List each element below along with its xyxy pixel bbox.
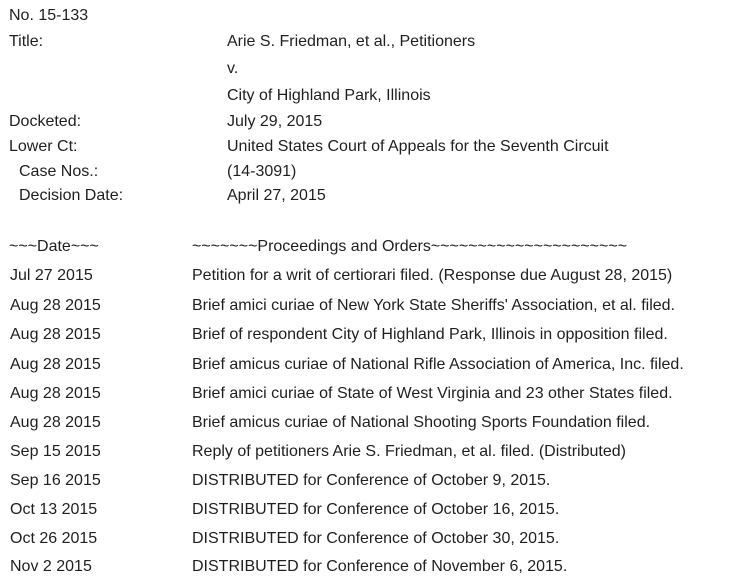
proceeding-text: Brief amicus curiae of National Rifle Association of America, Inc. filed. xyxy=(192,356,684,373)
lower-court-value: United States Court of Appeals for the Seventh Circuit xyxy=(227,138,609,155)
proceeding-text: DISTRIBUTED for Conference of October 16, 2015. xyxy=(192,501,560,518)
title-versus: v. xyxy=(227,60,239,77)
proceeding-date: Aug 28 2015 xyxy=(10,326,101,343)
proceeding-text: Brief amici curiae of New York State Sheriffs' Association, et al. filed. xyxy=(192,297,675,314)
proceeding-date: Aug 28 2015 xyxy=(10,385,101,402)
lower-court-label: Lower Ct: xyxy=(9,138,78,155)
proceeding-text: DISTRIBUTED for Conference of October 30, 2015. xyxy=(192,530,560,547)
proceeding-text: Brief amicus curiae of National Shooting Sports Foundation filed. xyxy=(192,414,651,431)
proceedings-column-header: ~~~~~~~Proceedings and Orders~~~~~~~~~~~~~~~~~~~~~ xyxy=(192,238,628,255)
docketed-value: July 29, 2015 xyxy=(227,113,323,130)
case-nos-value: (14-3091) xyxy=(227,163,297,180)
proceeding-date: Aug 28 2015 xyxy=(10,414,101,431)
proceeding-text: DISTRIBUTED for Conference of October 9, 2015. xyxy=(192,472,551,489)
title-petitioner: Arie S. Friedman, et al., Petitioners xyxy=(227,33,476,50)
proceeding-date: Aug 28 2015 xyxy=(10,297,101,314)
proceeding-text: Reply of petitioners Arie S. Friedman, et al. filed. (Distributed) xyxy=(192,443,626,460)
proceeding-date: Jul 27 2015 xyxy=(10,267,93,284)
proceeding-date: Sep 16 2015 xyxy=(10,472,101,489)
decision-date-value: April 27, 2015 xyxy=(227,187,326,204)
docket-number: No. 15-133 xyxy=(9,7,89,24)
proceeding-text: Brief of respondent City of Highland Park, Illinois in opposition filed. xyxy=(192,326,668,343)
date-column-header: ~~~Date~~~ xyxy=(9,238,99,255)
proceeding-text: Brief amici curiae of State of West Virginia and 23 other States filed. xyxy=(192,385,673,402)
proceeding-text: Petition for a writ of certiorari filed. (Response due August 28, 2015) xyxy=(192,267,673,284)
docketed-label: Docketed: xyxy=(9,113,82,130)
proceeding-date: Oct 13 2015 xyxy=(10,501,98,518)
decision-date-label: Decision Date: xyxy=(19,187,124,204)
proceeding-date: Aug 28 2015 xyxy=(10,356,101,373)
proceeding-date: Sep 15 2015 xyxy=(10,443,101,460)
case-nos-label: Case Nos.: xyxy=(19,163,99,180)
proceeding-text: DISTRIBUTED for Conference of November 6, 2015. xyxy=(192,558,568,575)
proceeding-date: Nov 2 2015 xyxy=(10,558,92,575)
title-label: Title: xyxy=(9,33,44,50)
title-respondent: City of Highland Park, Illinois xyxy=(227,87,431,104)
proceeding-date: Oct 26 2015 xyxy=(10,530,98,547)
